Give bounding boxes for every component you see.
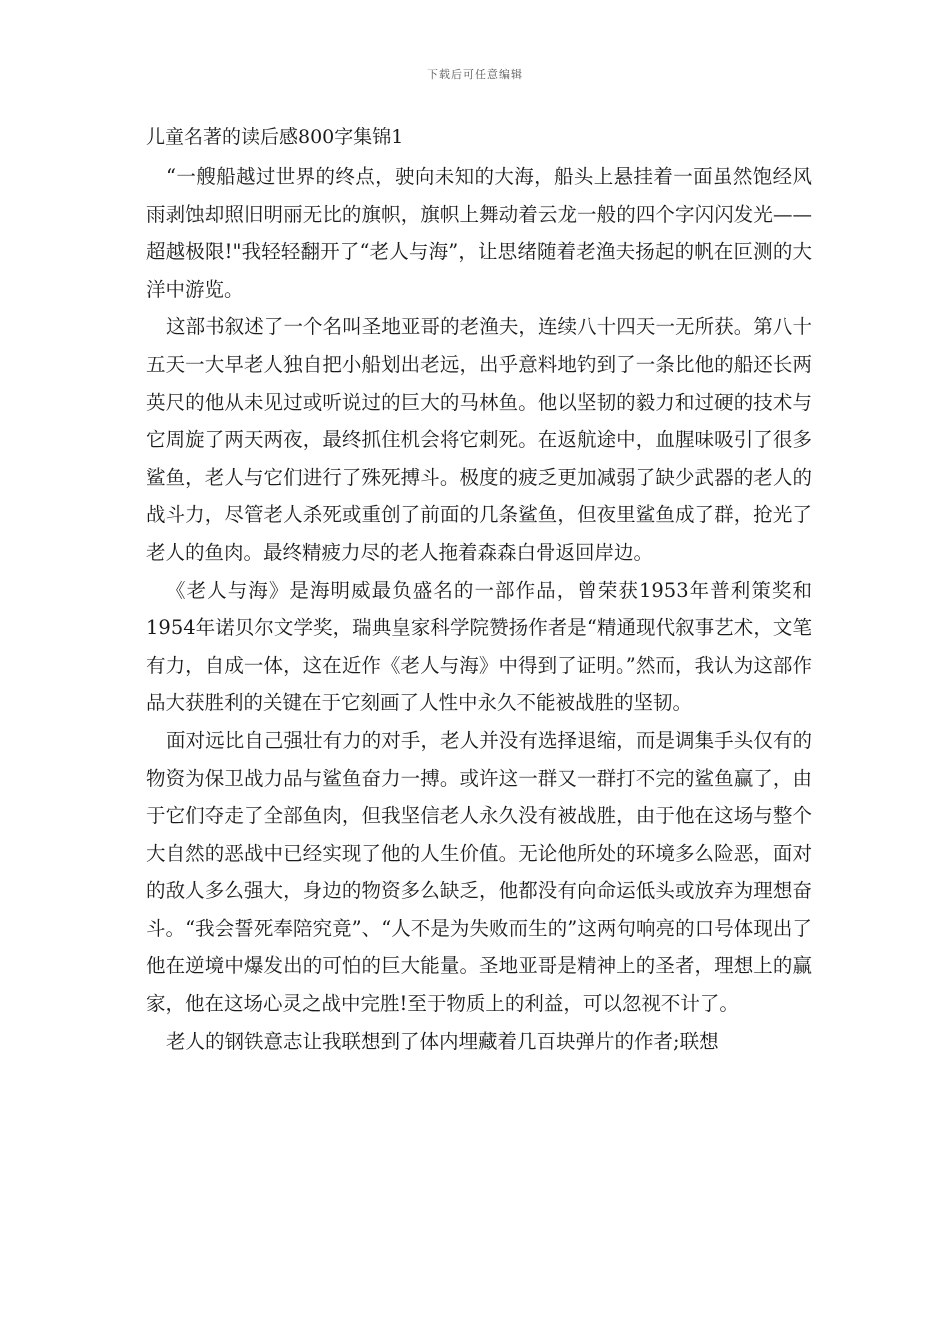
- page-header-note: 下载后可任意编辑: [427, 68, 523, 81]
- document-body: [146, 158, 812, 1060]
- paragraph: “一艘船越过世界的终点，驶向未知的大海，船头上悬挂着一面虽然饱经风雨剥蚀却照旧明丽无比的旗帜，旗帜上舞动着云龙一般的四个字闪闪发光——超越极限!"我轻轻翻开了“老人与海”，让思绪随着老渔夫扬起的帆在叵测的大洋中游览。: [146, 165, 812, 301]
- paragraph: 老人的钢铁意志让我联想到了体内埋藏着几百块弹片的作者;联想: [166, 1029, 719, 1053]
- document-title: 儿童名著的读后感800字集锦1: [146, 126, 404, 148]
- paragraph: 《老人与海》是海明威最负盛名的一部作品，曾荣获1953年普利策奖和1954年诺贝尔文学奖，瑞典皇家科学院赞扬作者是“精通现代叙事艺术，文笔有力，自成一体，这在近作《老人与海》中得到了证明。”然而，我认为这部作品大获胜利的关键在于它刻画了人性中永久不能被战胜的坚韧。: [146, 578, 812, 715]
- paragraph: 面对远比自己强壮有力的对手，老人并没有选择退缩，而是调集手头仅有的物资为保卫战力品与鲨鱼奋力一搏。或许这一群又一群打不完的鲨鱼赢了，由于它们夺走了全部鱼肉，但我坚信老人永久没有被战胜，由于他在这场与整个大自然的恶战中已经实现了他的人生价值。无论他所处的环境多么险恶，面对的敌人多么强大，身边的物资多么缺乏，他都没有向命运低头或放弃为理想奋斗。“我会誓死奉陪究竟”、“人不是为失败而生的”这两句响亮的口号体现出了他在逆境中爆发出的可怕的巨大能量。圣地亚哥是精神上的圣者，理想上的赢家，他在这场心灵之战中完胜!至于物质上的利益，可以忽视不计了。: [146, 728, 812, 1016]
- paragraph: 这部书叙述了一个名叫圣地亚哥的老渔夫，连续八十四天一无所获。第八十五天一大早老人独自把小船划出老远，出乎意料地钓到了一条比他的船还长两英尺的他从未见过或听说过的巨大的马林鱼。他以坚韧的毅力和过硬的技术与它周旋了两天两夜，最终抓住机会将它刺死。在返航途中，血腥味吸引了很多鲨鱼，老人与它们进行了殊死搏斗。极度的疲乏更加减弱了缺少武器的老人的战斗力，尽管老人杀死或重创了前面的几条鲨鱼，但夜里鲨鱼成了群，抢光了老人的鱼肉。最终精疲力尽的老人拖着森森白骨返回岸边。: [146, 315, 812, 564]
